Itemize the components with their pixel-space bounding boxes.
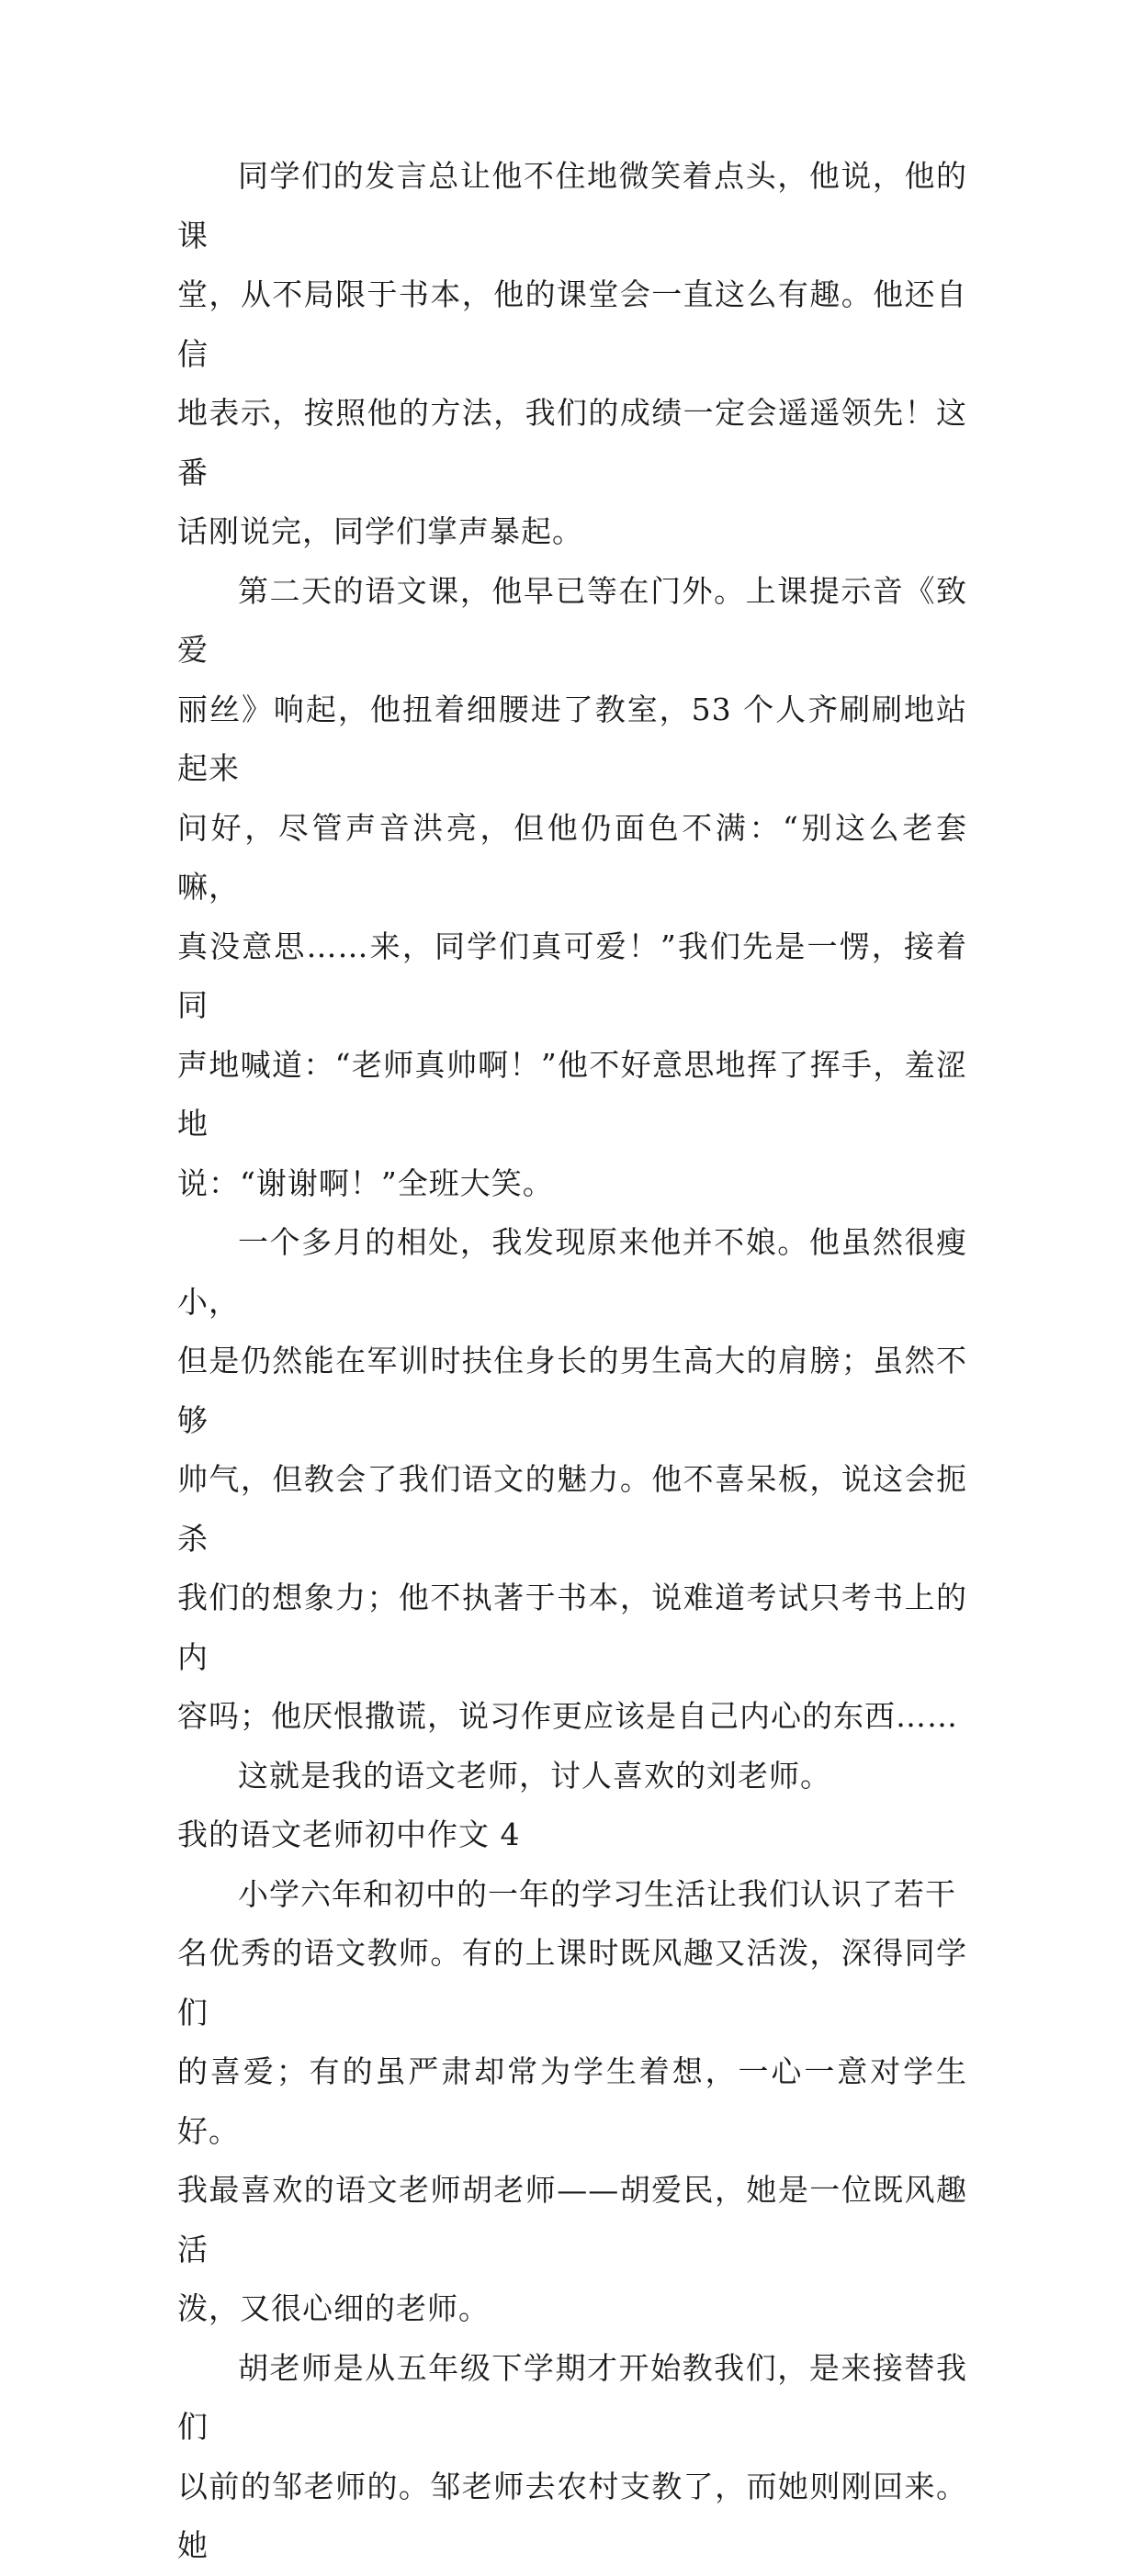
paragraph-1: 同学们的发言总让他不住地微笑着点头，他说，他的课 堂，从不局限于书本，他的课堂会一直这么有趣。他还自信 地表示，按照他的方法，我们的成绩一定会遥遥领先！这番 话刚说完，同学们掌声暴起。 <box>177 158 967 549</box>
paragraph-4: 这就是我的语文老师，讨人喜欢的刘老师。 <box>238 1757 831 1794</box>
section-heading: 我的语文老师初中作文 4 <box>177 1817 521 1852</box>
paragraph-5: 小学六年和初中的一年的学习生活让我们认识了若干 名优秀的语文教师。有的上课时既风趣又活泼，深得同学们 的喜爱；有的虽严肃却常为学生着想，一心一意对学生好。 我最喜欢的语文老师胡老师——胡爱民，她是一位既风趣活 泼，又很心细的老师。 <box>177 1875 967 2326</box>
paragraph-2: 第二天的语文课，他早已等在门外。上课提示音《致爱 丽丝》响起，他扭着细腰进了教室，53 个人齐刷刷地站起来 问好，尽管声音洪亮，但他仍面色不满：“别这么老套嘛， 真没意思……来，同学们真可爱！”我们先是一愣，接着同 声地喊道：“老师真帅啊！”他不好意思地挥了挥手，羞涩地 说：“谢谢啊！”全班大笑。 <box>177 572 967 1201</box>
paragraph-3: 一个多月的相处，我发现原来他并不娘。他虽然很瘦小， 但是仍然能在军训时扶住身长的男生高大的肩膀；虽然不够 帅气，但教会了我们语文的魅力。他不喜呆板，说这会扼杀 我们的想象力；他不执著于书本，说难道考试只考书上的内 容吗；他厌恨撒谎，说习作更应该是自己内心的东西…… <box>177 1224 967 1734</box>
article-body <box>177 147 967 2576</box>
paragraph-6: 胡老师是从五年级下学期才开始教我们，是来接替我们 以前的邹老师的。邹老师去农村支教了，而她则刚回来。她 <box>177 2349 967 2563</box>
